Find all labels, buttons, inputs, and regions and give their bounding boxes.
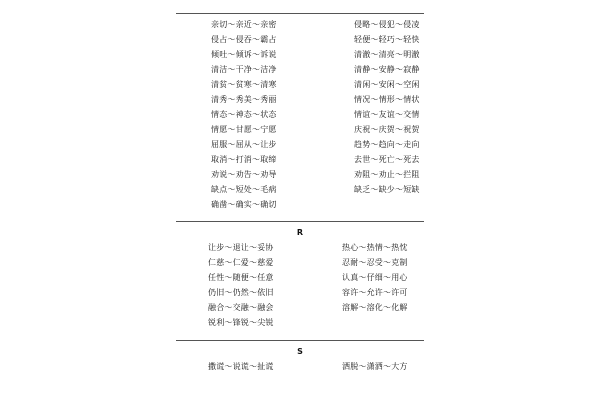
list-item: 融合～交融～融会 bbox=[208, 303, 274, 312]
list-item: 仍旧～仍然～依旧 bbox=[208, 288, 274, 297]
section-r-left-column bbox=[208, 240, 274, 330]
list-item: 锐利～锋锐～尖锐 bbox=[208, 318, 274, 327]
list-item: 轻便～轻巧～轻快 bbox=[354, 35, 420, 44]
list-item: 清澈～清亮～明澈 bbox=[354, 50, 420, 59]
section-heading-s: S bbox=[297, 347, 303, 356]
section-s-right-column bbox=[342, 359, 408, 374]
list-item: 清静～安静～寂静 bbox=[354, 65, 420, 74]
section-divider-r bbox=[176, 221, 424, 222]
section-heading-r: R bbox=[296, 228, 304, 237]
list-item: 情态～神态～状态 bbox=[211, 110, 277, 119]
list-item: 清洁～干净～洁净 bbox=[211, 65, 277, 74]
list-item: 亲切～亲近～亲密 bbox=[211, 20, 277, 29]
list-item: 溶解～溶化～化解 bbox=[342, 303, 408, 312]
section-q-right-column bbox=[354, 17, 420, 197]
list-item: 劝阻～劝止～拦阻 bbox=[354, 170, 420, 179]
list-item: 清秀～秀美～秀丽 bbox=[211, 95, 277, 104]
list-item: 撒谎～说谎～扯谎 bbox=[208, 362, 274, 371]
section-q-left-column bbox=[211, 17, 277, 212]
list-item: 清贫～贫寒～清寒 bbox=[211, 80, 277, 89]
list-item: 屈服～屈从～让步 bbox=[211, 140, 277, 149]
list-item: 情谊～友谊～交情 bbox=[354, 110, 420, 119]
list-item: 庆祝～庆贺～祝贺 bbox=[354, 125, 420, 134]
list-item: 容许～允许～许可 bbox=[342, 288, 408, 297]
list-item: 趋势～趋向～走向 bbox=[354, 140, 420, 149]
list-item: 缺乏～缺少～短缺 bbox=[354, 185, 420, 194]
list-item: 去世～死亡～死去 bbox=[354, 155, 420, 164]
section-divider-s bbox=[176, 340, 424, 341]
list-item: 让步～退让～妥协 bbox=[208, 243, 274, 252]
list-item: 情愿～甘愿～宁愿 bbox=[211, 125, 277, 134]
list-item: 确凿～确实～确切 bbox=[211, 200, 277, 209]
list-item: 侵占～侵吞～霸占 bbox=[211, 35, 277, 44]
list-item: 热心～热情～热忱 bbox=[342, 243, 408, 252]
list-item: 取消～打消～取缔 bbox=[211, 155, 277, 164]
list-item: 清闲～安闲～空闲 bbox=[354, 80, 420, 89]
section-s-left-column bbox=[208, 359, 274, 374]
list-item: 认真～仔细～用心 bbox=[342, 273, 408, 282]
list-item: 仁慈～仁爱～慈爱 bbox=[208, 258, 274, 267]
list-item: 洒脱～潇洒～大方 bbox=[342, 362, 408, 371]
top-divider bbox=[176, 13, 424, 14]
list-item: 倾吐～倾诉～诉说 bbox=[211, 50, 277, 59]
list-item: 侵略～侵犯～侵凌 bbox=[354, 20, 420, 29]
list-item: 任性～随便～任意 bbox=[208, 273, 274, 282]
list-item: 缺点～短处～毛病 bbox=[211, 185, 277, 194]
section-r-right-column bbox=[342, 240, 408, 315]
list-item: 劝说～劝告～劝导 bbox=[211, 170, 277, 179]
list-item: 忍耐～忍受～克制 bbox=[342, 258, 408, 267]
list-item: 情况～情形～情状 bbox=[354, 95, 420, 104]
